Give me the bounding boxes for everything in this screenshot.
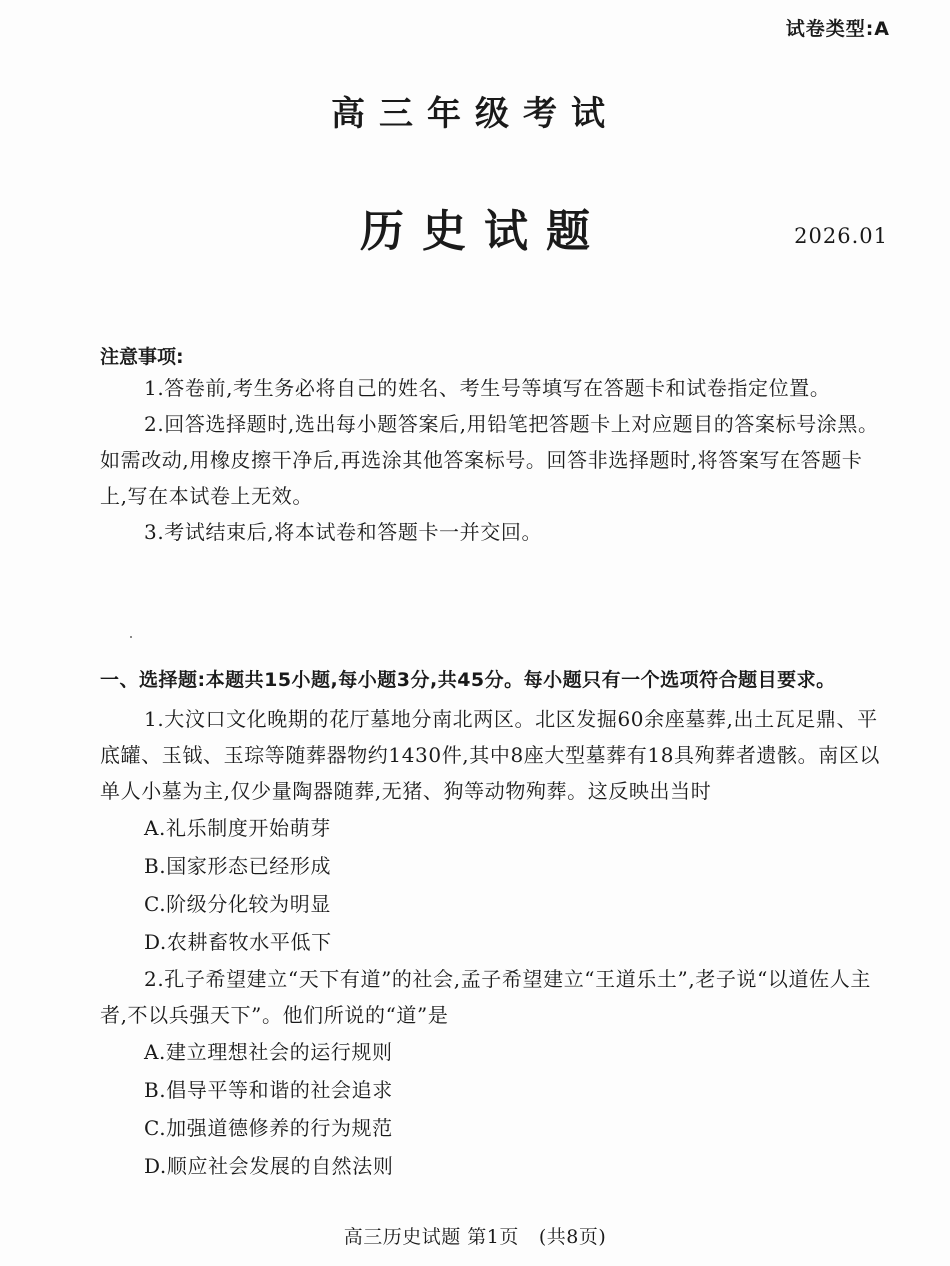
page-footer — [0, 1222, 950, 1249]
question-stem: 1.大汶口文化晚期的花厅墓地分南北两区。北区发掘60余座墓葬,出土瓦足鼎、平底罐、玉钺、玉琮等随葬器物约1430件,其中8座大型墓葬有18具殉葬者遗骸。南区以单人小墓为主,仅少量陶器随葬,无猪、狗等动物殉葬。这反映出当时 — [100, 707, 881, 803]
question-stem: 2.孔子希望建立“天下有道”的社会,孟子希望建立“王道乐土”,老子说“以道佐人主者,不以兵强天下”。他们所说的“道”是 — [100, 967, 871, 1027]
question-option: A.礼乐制度开始萌芽 — [144, 816, 331, 840]
exam-banner-text: 高三年级考试 — [331, 94, 619, 134]
notice-list — [100, 370, 890, 550]
question-list — [100, 701, 890, 1185]
question-item — [100, 961, 890, 1185]
notice-heading: 注意事项: — [100, 346, 184, 368]
footer-page-label: 高三历史试题 第1页 — [343, 1226, 519, 1248]
question-option: B.国家形态已经形成 — [144, 854, 332, 878]
scan-speck — [130, 636, 132, 638]
question-option: A.建立理想社会的运行规则 — [144, 1040, 393, 1064]
exam-banner — [0, 70, 950, 134]
footer-total-pages: (共8页) — [538, 1226, 607, 1248]
section-heading: 一、选择题:本题共15小题,每小题3分,共45分。每小题只有一个选项符合题目要求。 — [100, 669, 836, 691]
question-option: C.加强道德修养的行为规范 — [144, 1116, 393, 1140]
page-title: 历史试题 — [360, 206, 608, 257]
question-option: C.阶级分化较为明显 — [144, 892, 331, 916]
question-item — [100, 701, 890, 961]
exam-date: 2026.01 — [794, 224, 888, 248]
notice-item: 3.考试结束后,将本试卷和答题卡一并交回。 — [144, 520, 543, 544]
notice-item: 2.回答选择题时,选出每小题答案后,用铅笔把答题卡上对应题目的答案标号涂黑。如需改动,用橡皮擦干净后,再选涂其他答案标号。回答非选择题时,将答案写在答题卡上,写在本试卷上无效。 — [100, 412, 879, 508]
notice-item: 1.答卷前,考生务必将自己的姓名、考生号等填写在答题卡和试卷指定位置。 — [144, 376, 831, 400]
question-option: D.农耕畜牧水平低下 — [144, 930, 332, 954]
paper-type-label: 试卷类型:A — [785, 18, 890, 40]
question-option: D.顺应社会发展的自然法则 — [144, 1154, 394, 1178]
question-option: B.倡导平等和谐的社会追求 — [144, 1078, 393, 1102]
